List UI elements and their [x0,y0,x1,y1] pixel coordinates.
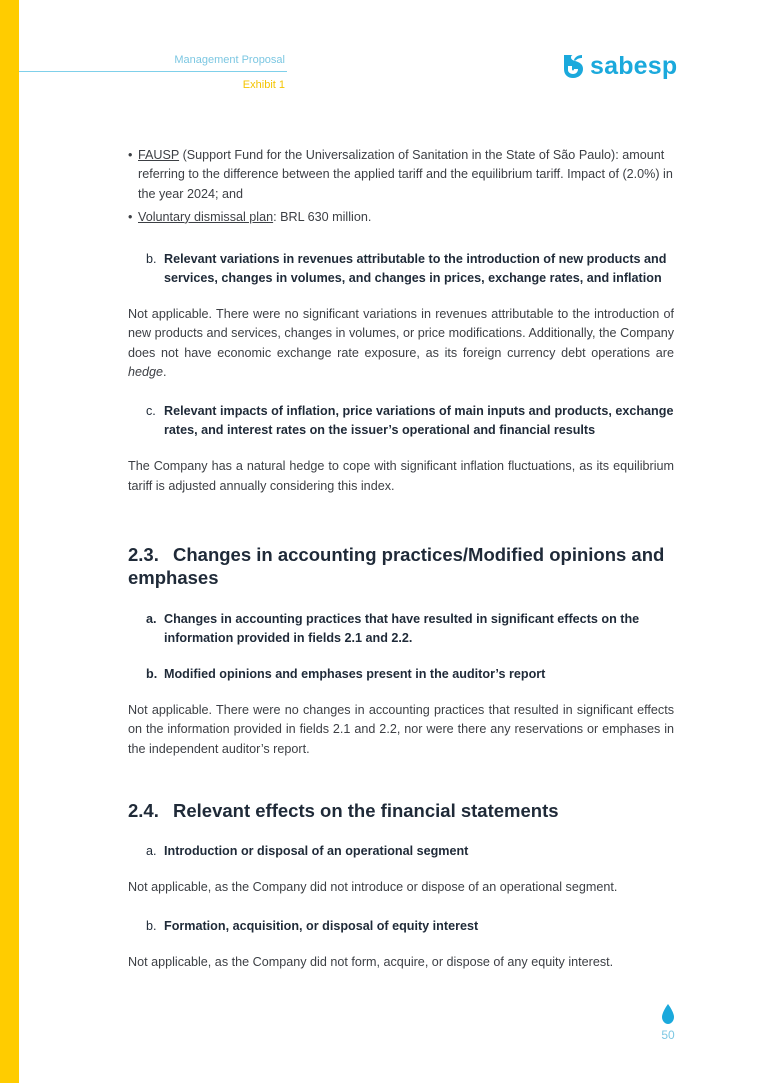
subheading-b-equity [128,917,674,936]
subheading-label: c. [146,404,156,419]
subheading-c-inflation [128,402,674,440]
header-subtitle: Exhibit 1 [242,79,285,91]
subheading-label: b. [146,919,157,934]
bullet-term: Voluntary dismissal plan [138,209,274,224]
logo-text: sabesp [590,51,678,80]
section-number: 2.3. [128,543,159,565]
list-item [128,208,674,227]
subheading-a-segment [128,842,674,861]
list-item [128,146,674,204]
bullet-text: (Support Fund for the Universalization of Sanitation in the State of São Paulo): amount referring to the difference between the applied tariff and the equilibrium tariff. Impact of (2.0%) in the year 2024; and [138,148,673,201]
paragraph-end: . [163,365,167,380]
subheading-a-accounting [128,610,674,648]
subheading-b-opinions [128,665,674,684]
section-heading-2-4 [128,799,674,822]
side-accent-bar [0,0,19,1083]
subheading-title: Changes in accounting practices that have resulted in significant effects on the information provided in fields 2.1 and 2.2. [164,611,640,645]
paragraph-segment: Not applicable, as the Company did not introduce or dispose of an operational segment. [128,879,618,894]
paragraph-inflation: The Company has a natural hedge to cope with significant inflation fluctuations, as its equilibrium tariff is adjusted annually considering this index. [128,459,674,493]
section-title: Relevant effects on the financial statements [173,799,559,821]
subheading-label: a. [146,843,157,858]
subheading-label: a. [146,611,157,626]
header-rule [19,71,287,72]
bullet-text: : BRL 630 million. [273,209,372,224]
paragraph-text: Not applicable. There were no significant variations in revenues attributable to the introduction of new products and services, changes in volumes, or price modifications. Additionally, the Company does not have economic exchange rate exposure, as its foreign currency debt operations are [128,307,674,360]
page-content [128,146,674,972]
subheading-title: Relevant impacts of inflation, price variations of main inputs and products, exchange rates, and interest rates on the issuer’s operational and financial results [164,404,674,438]
header-title: Management Proposal [174,54,285,66]
subheading-b-revenues [128,250,674,288]
subheading-title: Modified opinions and emphases present in the auditor’s report [164,666,546,681]
paragraph-equity: Not applicable, as the Company did not form, acquire, or dispose of any equity interest. [128,955,614,970]
paragraph-accounting: Not applicable. There were no changes in accounting practices that resulted in significant effects on the information provided in fields 2.1 and 2.2, nor were there any reservations or emphases in the independent auditor’s report. [128,702,674,756]
subheading-title: Relevant variations in revenues attributable to the introduction of new products and services, changes in volumes, and changes in prices, exchange rates, and inflation [164,252,667,286]
section-heading-2-3 [128,543,674,589]
subheading-title: Formation, acquisition, or disposal of equity interest [164,919,479,934]
paragraph-revenues [128,305,674,382]
page-number: 50 [661,1028,675,1042]
subheading-label: b. [146,666,158,681]
section-number: 2.4. [128,799,159,821]
sabesp-logo [558,50,677,82]
section-title: Changes in accounting practices/Modified opinions and emphases [128,543,665,588]
subheading-title: Introduction or disposal of an operational segment [164,843,469,858]
bullet-term: FAUSP [138,148,180,162]
sabesp-logo-icon [558,52,586,80]
water-drop-icon [662,1004,674,1024]
paragraph-italic: hedge [128,365,164,380]
subheading-label: b. [146,252,157,267]
